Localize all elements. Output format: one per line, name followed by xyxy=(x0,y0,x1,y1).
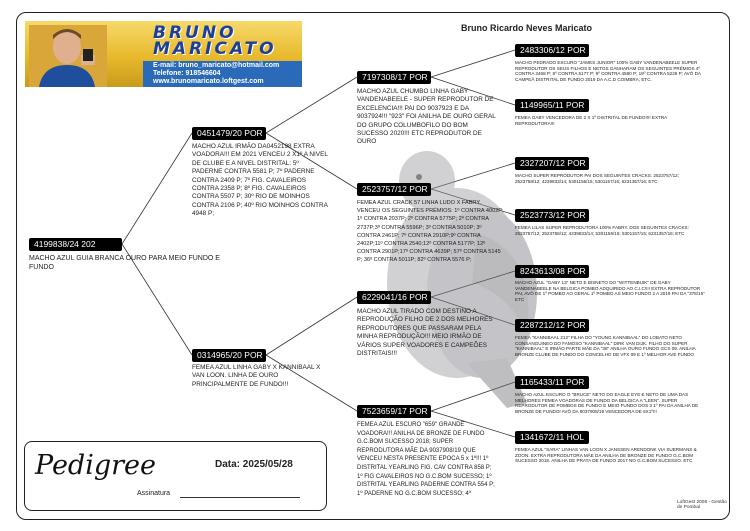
pedigree-signature-box xyxy=(24,441,327,511)
great-grandparent-1-description: MACHO PEDRADO ESCURO "JAMES JUNIOR" 100% GABY VANDENABEELE SUPER REPRODUTOR OS SEUS FILHOS E NETOS GANHARAM OS SEGUINTES PRÉMIOS 4º CONTRA 3468 P; 8º CONTRA 5177 P; 9º CONTRA 4580 P; 19º CONTRA 5226 P; AVÔ DA CAMPEÃ DISTRITAL DE FUNDO 2019 DA A.C.D COIMBRA; ETC. xyxy=(515,60,701,82)
banner-phone: Telefone: 918546604 xyxy=(153,70,221,77)
banner-website: www.brunomaricato.loftgest.com xyxy=(153,78,264,85)
granddam-paternal-description: FEMEA AZUL CRACK 57 LINHA LUDO X FABRY. VENCEU OS SEGUINTES PRÉMIOS: 1º CONTRA 4002P; 1º CONTRA 2037P; 2º CONTRA 5775P; 2º CONTRA 2737P;3º CONTRA 5596P; 3º CONTRA 5010P; 3º CONTRA 2461P; 7º CONTRA 2910P;9º CONTRA 2402P;11º CONTRA 2540;12º CONTRA 5177P; 12º CONTRA 2901P;17º CONTRA 4639P; 57º CONTRA 5145 P; 36º CONTRA 5011P; 82º CONTRA 5576 P; xyxy=(357,200,504,264)
great-grandparent-8-description: FEMEA AZUL "SARA" LINHAS VAN LOON X JANSSEN ARENDONK VIA SUERMANS & ZOON. EXTRA REPRODUTORA MÃE DA ANILHA DE BRONZE DE FUNDO G.C.BOM SUCESSO 2018. ANILHA DE PRATA DE FUNDO 2017 NO G.C.BOM SUCESSO. ETC xyxy=(515,447,697,464)
owner-name: Bruno Ricardo Neves Maricato xyxy=(461,23,593,33)
breeder-banner xyxy=(25,21,302,87)
great-grandparent-6-ring: 2287212/12 POR xyxy=(515,319,589,332)
granddam-maternal-description: FEMEA AZUL ESCURO "659" GRANDE VOADORA!!! ANILHA DE BRONZE DE FUNDO G.C.BOM SUCESSO 2018; SUPER REPRODUTORA MÃE DA 9037908/19 QUE VENCEU NESTA PRESENTE EPOCA 5 x 1º!!! 1º DISTRITAL YEARLING FIG. CAV CONTRA 858 P; 1º FIG CAVALEIROS NO G.C.BOM SUCESSO; 1º DISTRITAL YEARLING PADERNE CONTRA 554 P; 1º PADERNE NO G.C.BOM SUCESSO; 4º xyxy=(357,422,495,497)
great-grandparent-5-description: MACHO AZUL "GABY 13" NETO E BISNETO DO "WITTENBUIK" DE GABY VANDENABEELE NA BELGICA POMBO ADQUIRIDO AO C.I.C!!!! EXTRA REPRODUTOR PAI, AVÔ DE 1º POMBO AO GERAL 1º POMBO AS MEIO FUNDO 2 A 2019 PAI DA "378/15" ETC xyxy=(515,280,705,302)
granddam-paternal-ring: 2523757/12 POR xyxy=(357,183,431,196)
great-grandparent-5-ring: 8243613/08 POR xyxy=(515,265,589,278)
grandsire-paternal-description: MACHO AZUL CHUMBO LINHA GABY VANDENABEELE - SUPER REPRODUTOR DE EXCELENCIA!!! PAI DO 9037923 E DA 9037924!!! "923" FOI ANILHA DE OURO GERAL DO GRUPO COLUMBOFILO DO BOM SUCESSO 2020!!! ETC REPRODUTOR DE OURO xyxy=(357,88,496,146)
great-grandparent-7-description: MACHO AZUL ESCURO O "BRUCE" NETO DO EAGLE EYE E NETO DE UMA DAS MELHORES FEMEA VOADORAS DE FUNDO DA BELGICA A "LEEN". SUPER REPRODUTOR DE POMBOS DE FUNDO E MEIO FUNDO DOS 3 1º PAI DA ANILHA DE BRONZE DE FUNDO! AVÔ DA 9037908/19 VENCEDORA DE 5X1º!!! xyxy=(515,392,699,414)
grandsire-paternal-ring: 7197308/17 POR xyxy=(357,71,431,84)
great-grandparent-7-ring: 1165433/11 POR xyxy=(515,376,589,389)
subject-description: MACHO AZUL GUIA BRANCA OURO PARA MEIO FUNDO E FUNDO xyxy=(29,255,220,271)
granddam-maternal-ring: 7523659/17 POR xyxy=(357,405,431,418)
great-grandparent-6-description: FEMEA "KANNIBAAL 212" FILHA DO "YOUNG KANNIBAAL" DO LOBATO NETO CONSANGUINEO DO FAMOSO "KANNIBAAL" DIRK VAN DIJK. FILHO DO SUPER "KANNIBAAL" E IRMÃO PARTE MÃE DA "38" ANILHA OURO FUNDO GCS 09. ANILHA BRONZE CLUBE DE FUNDO DO CONCELHO DE VFX 09 E 1º MELHOR AVE FUNDO xyxy=(515,335,696,357)
banner-name-line1: BRUNO xyxy=(153,23,237,43)
great-grandparent-3-description: MACHO SUPER REPRODUTOR PAI DOS SEGUINTES CRACKS: 2523757/12; 2523758/12; 4239833/14; 5301156/15; 5301157/15; 6231357/16; ETC xyxy=(515,173,679,184)
grandsire-maternal-ring: 6229041/16 POR xyxy=(357,291,431,304)
great-grandparent-8-ring: 1341672/11 HOL xyxy=(515,431,589,444)
great-grandparent-2-description: FEMEA GABY VENCEDORA DE 2 X 1º DISTRITAL DE FUNDO!!!! EXTRA REPRODUTORA!!! xyxy=(515,115,667,126)
dam-ring: 0314965/20 POR xyxy=(192,349,266,362)
great-grandparent-2-ring: 1149965/11 POR xyxy=(515,99,589,112)
subject-ring: 4199838/24 202 xyxy=(29,238,122,251)
great-grandparent-4-description: FEMEA LILAS SUPER REPRODUTORA 100% FABRY. DOS SEGUINTES CRACKS: 2523757/12; 2523758/12; 4239833/14; 5301156/15; 5301157/15; 6231357/16; ETC xyxy=(515,225,689,236)
great-grandparent-3-ring: 2327207/12 POR xyxy=(515,157,589,170)
signature-label: Assinatura xyxy=(137,490,171,497)
footer-credit: LoftGest 2008 - Gestão de Pombal xyxy=(677,500,727,510)
grandsire-maternal-description: MACHO AZUL TIRADO COM DESTINO A REPRODUÇÃO FILHO DE 2 DOS MELHORES REPRODUTORES QUE PASSARAM PELA MINHA REPRODUÇÃO!!! MEIO IRMÃO DE VÁRIOS SUPER VOADORES E CAMPEÕES DISTRITAIS!!! xyxy=(357,308,493,358)
breeder-photo-icon xyxy=(29,25,107,87)
dam-description: FEMEA AZUL LINHA GABY X KANNIBAAL X VAN LOON. LINHA DE OURO PRINCIPALMENTE DE FUNDO!!! xyxy=(192,364,321,388)
pedigree-date: Data: 2025/05/28 xyxy=(215,459,293,470)
signature-line xyxy=(180,497,300,498)
sire-ring: 0451479/20 POR xyxy=(192,127,266,140)
pedigree-title: Pedigree xyxy=(35,450,156,481)
pedigree-frame xyxy=(16,12,730,520)
great-grandparent-1-ring: 2483306/12 POR xyxy=(515,44,589,57)
banner-email: E-mail: bruno_maricato@hotmail.com xyxy=(153,62,280,69)
banner-name-line2: MARICATO xyxy=(153,39,277,59)
sire-description: MACHO AZUL IRMÃO DA0452198 EXTRA VOADORA!!! EM 2021 VENCEU 2 X1º A NIVEL DE CLUBE E A NIVEL DISTRITAL: 5º PADERNE CONTRA 5581 P; 7º PADERNE CONTRA 2409 P; 7º FIG. CAVALEIROS CONTRA 2358 P; 8º FIG. CAVALEIROS CONTRA 5507 P; 30º RIO DE MOINHOS CONTRA 2106 P; 40º RIO MOINHOS CONTRA 4948 P; xyxy=(192,143,328,218)
great-grandparent-4-ring: 2523773/12 POR xyxy=(515,209,589,222)
